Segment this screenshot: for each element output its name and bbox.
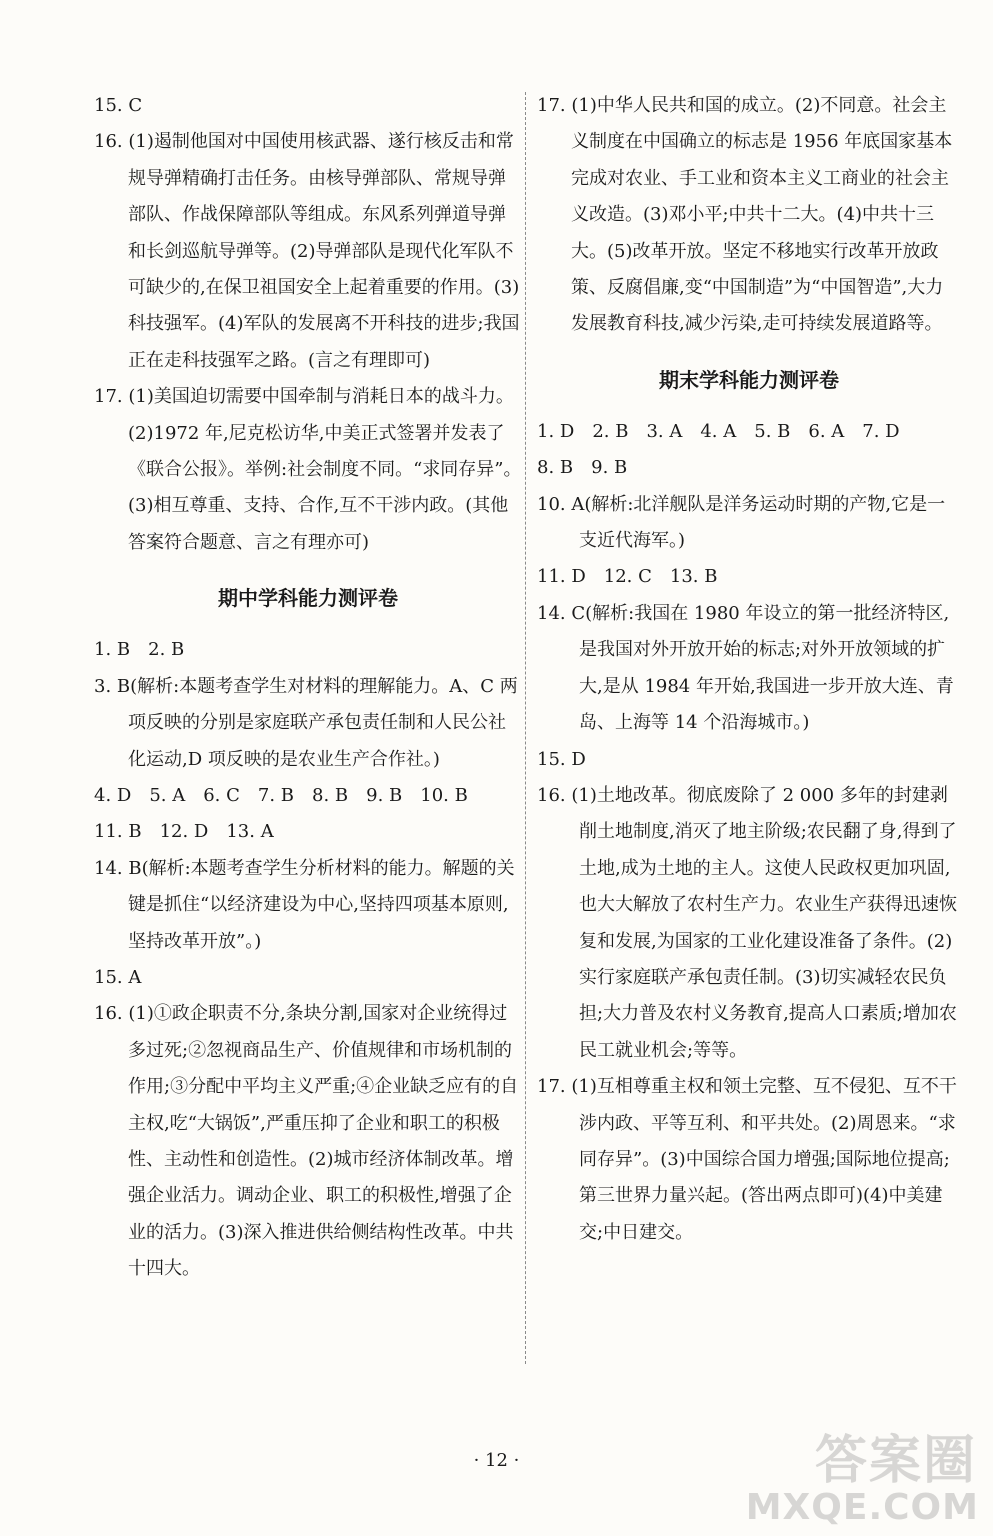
watermark-text-en: MXQE.COM (745, 1487, 979, 1528)
answer-item: 11. B 12. D 13. A (94, 821, 274, 843)
answer-item: 4. D 5. A 6. C 7. B 8. B 9. B 10. B (94, 784, 468, 806)
answer-item: 17. (1)美国迫切需要中国牵制与消耗日本的战斗力。(2)1972 年,尼克松访华,中美正式签署并发表了《联合公报》。举例:社会制度不同。“求同存异”。(3)相互尊重、支持、合作,互不干涉内政。(其他答案符合题意、言之有理亦可) (94, 386, 522, 553)
answer-item: 17. (1)中华人民共和国的成立。(2)不同意。社会主义制度在中国确立的标志是 1956 年底国家基本完成对农业、手工业和资本主义工商业的社会主义改造。(3)邓小平;中共十二大。(4)中共十三大。(5)改革开放。坚定不移地实行改革开放政策、反腐倡廉,变“中国制造”为“中国智造”,大力发展教育科技,减少污染,走可持续发展道路等。 (537, 95, 953, 335)
answer-item: 15. C (94, 95, 143, 116)
answer-item: 1. B 2. B (94, 639, 185, 661)
section-heading-final: 期末学科能力测评卷 (659, 367, 839, 392)
answer-item: 16. (1)土地改革。彻底废除了 2 000 多年的封建剥削土地制度,消灭了地主阶级;农民翻了身,得到了土地,成为土地的主人。这使人民政权更加巩固,也大大解放了农村生产力。农业生产获得迅速恢复和发展,为国家的工业化建设准备了条件。(2)实行家庭联产承包责任制。(3)切实减轻农民负担;大力普及农村义务教育,提高人口素质;增加农民工就业机会;等等。 (537, 784, 957, 1061)
answer-item: 16. (1)遏制他国对中国使用核武器、遂行核反击和常规导弹精确打击任务。由核导弹部队、常规导弹部队、作战保障部队等组成。东风系列弹道导弹和长剑巡航导弹等。(2)导弹部队是现代化军队不可缺少的,在保卫祖国安全上起着重要的作用。(3)科技强军。(4)军队的发展离不开科技的进步;我国正在走科技强军之路。(言之有理即可) (94, 131, 520, 371)
answer-item: 17. (1)互相尊重主权和领土完整、互不侵犯、互不干涉内政、平等互利、和平共处。(2)周恩来。“求同存异”。(3)中国综合国力增强;国际地位提高;第三世界力量兴起。(答出两点即可)(4)中美建交;中日建交。 (537, 1076, 957, 1243)
section-heading-midterm: 期中学科能力测评卷 (218, 586, 398, 611)
answer-item: 15. D (537, 748, 586, 770)
watermark-logo (745, 1418, 987, 1528)
answer-item: 11. D 12. C 13. B (537, 566, 718, 588)
answer-item: 15. A (94, 966, 142, 988)
answer-item: 10. A(解析:北洋舰队是洋务运动时期的产物,它是一支近代海军。) (537, 493, 946, 552)
right-column (537, 88, 961, 1251)
answer-item: 1. D 2. B 3. A 4. A 5. B 6. A 7. D (537, 420, 900, 442)
answer-item: 3. B(解析:本题考查学生对材料的理解能力。A、C 两项反映的分别是家庭联产承包责任制和人民公社化运动,D 项反映的是农业生产合作社。) (94, 675, 518, 770)
watermark-text-cn: 答案圈 (814, 1431, 977, 1491)
answer-item: 14. B(解析:本题考查学生分析材料的能力。解题的关键是抓住“以经济建设为中心,坚持四项基本原则,坚持改革开放”。) (94, 857, 515, 952)
answer-item: 8. B 9. B (537, 457, 628, 479)
left-column (94, 88, 522, 1288)
column-divider (525, 92, 526, 1364)
answer-item: 14. C(解析:我国在 1980 年设立的第一批经济特区,是我国对外开放开始的标志;对外开放领域的扩大,是从 1984 年开始,我国进一步开放大连、青岛、上海等 14 个沿海城市。) (537, 602, 954, 734)
page-number: · 12 · (473, 1450, 520, 1471)
answer-item: 16. (1)①政企职责不分,条块分割,国家对企业统得过多过死;②忽视商品生产、价值规律和市场机制的作用;③分配中平均主义严重;④企业缺乏应有的自主权,吃“大锅饭”,严重压抑了企业和职工的积极性、主动性和创造性。(2)城市经济体制改革。增强企业活力。调动企业、职工的积极性,增强了企业的活力。(3)深入推进供给侧结构性改革。中共十四大。 (94, 1003, 519, 1280)
